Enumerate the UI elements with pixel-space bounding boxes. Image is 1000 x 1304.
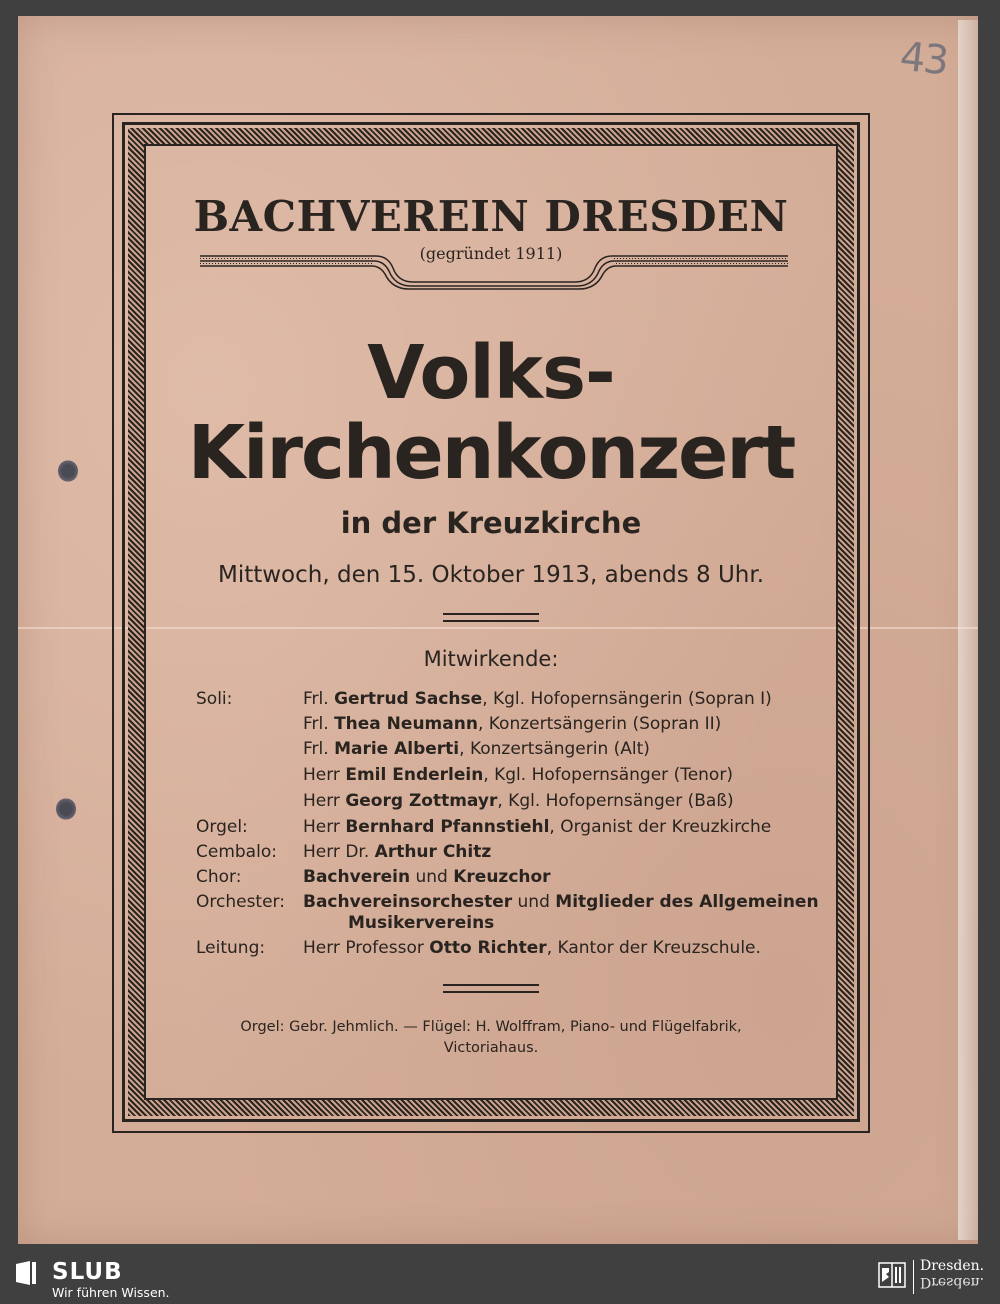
- title-line-2: Kirchenkonzert: [187, 410, 795, 496]
- punch-hole-bottom: [56, 798, 76, 820]
- punch-hole-top: [58, 460, 78, 482]
- performer-line: Herr Georg Zottmayr, Kgl. Hofopernsänger (Baß): [303, 791, 734, 811]
- role-label: Leitung:: [196, 938, 266, 958]
- performer-line: Musikervereins: [348, 913, 495, 933]
- role-label: Cembalo:: [196, 842, 277, 862]
- venue: in der Kreuzkirche: [340, 506, 642, 540]
- divider-rule: [443, 984, 539, 993]
- society-name: BACHVEREIN DRESDEN: [193, 192, 789, 241]
- city-name-mirror: Dresden.: [920, 1274, 985, 1290]
- role-label: Orchester:: [196, 892, 285, 912]
- library-name[interactable]: SLUB: [52, 1259, 123, 1285]
- performer-line: Bachverein und Kreuzchor: [303, 867, 551, 887]
- performers-heading: Mitwirkende:: [423, 647, 559, 671]
- slub-logo-icon[interactable]: [14, 1260, 38, 1286]
- performer-line: Frl. Marie Alberti, Konzertsängerin (Alt): [303, 739, 650, 759]
- city-name[interactable]: Dresden.: [920, 1258, 985, 1274]
- performer-line: Frl. Gertrud Sachse, Kgl. Hofopernsängerin (Sopran I): [303, 689, 772, 709]
- performer-line: Herr Dr. Arthur Chitz: [303, 842, 492, 862]
- footer-credits-continued: Victoriahaus.: [443, 1040, 539, 1056]
- paper-edge: [958, 20, 978, 1240]
- performer-line: Herr Professor Otto Richter, Kantor der Kreuzschule.: [303, 938, 761, 958]
- founded-note: (gegründet 1911): [419, 244, 563, 263]
- divider-rule: [443, 613, 539, 622]
- performer-line: Bachvereinsorchester und Mitglieder des Allgemeinen: [303, 892, 819, 912]
- concert-datetime: Mittwoch, den 15. Oktober 1913, abends 8 Uhr.: [217, 562, 765, 588]
- role-label: Soli:: [196, 689, 233, 709]
- library-tagline: Wir führen Wissen.: [52, 1285, 170, 1300]
- divider: [913, 1260, 914, 1294]
- title-line-1: Volks-: [367, 330, 615, 416]
- performer-line: Herr Bernhard Pfannstiehl, Organist der Kreuzkirche: [303, 817, 772, 837]
- dresden-crest-icon[interactable]: [878, 1262, 906, 1288]
- performer-line: Herr Emil Enderlein, Kgl. Hofopernsänger (Tenor): [303, 765, 733, 785]
- performer-line: Frl. Thea Neumann, Konzertsängerin (Sopran II): [303, 714, 722, 734]
- role-label: Chor:: [196, 867, 242, 887]
- archive-number: 43: [897, 33, 950, 85]
- ornamental-rule: [198, 254, 790, 290]
- footer-credits: Orgel: Gebr. Jehmlich. — Flügel: H. Wolffram, Piano- und Flügelfabrik,: [240, 1019, 742, 1035]
- role-label: Orgel:: [196, 817, 248, 837]
